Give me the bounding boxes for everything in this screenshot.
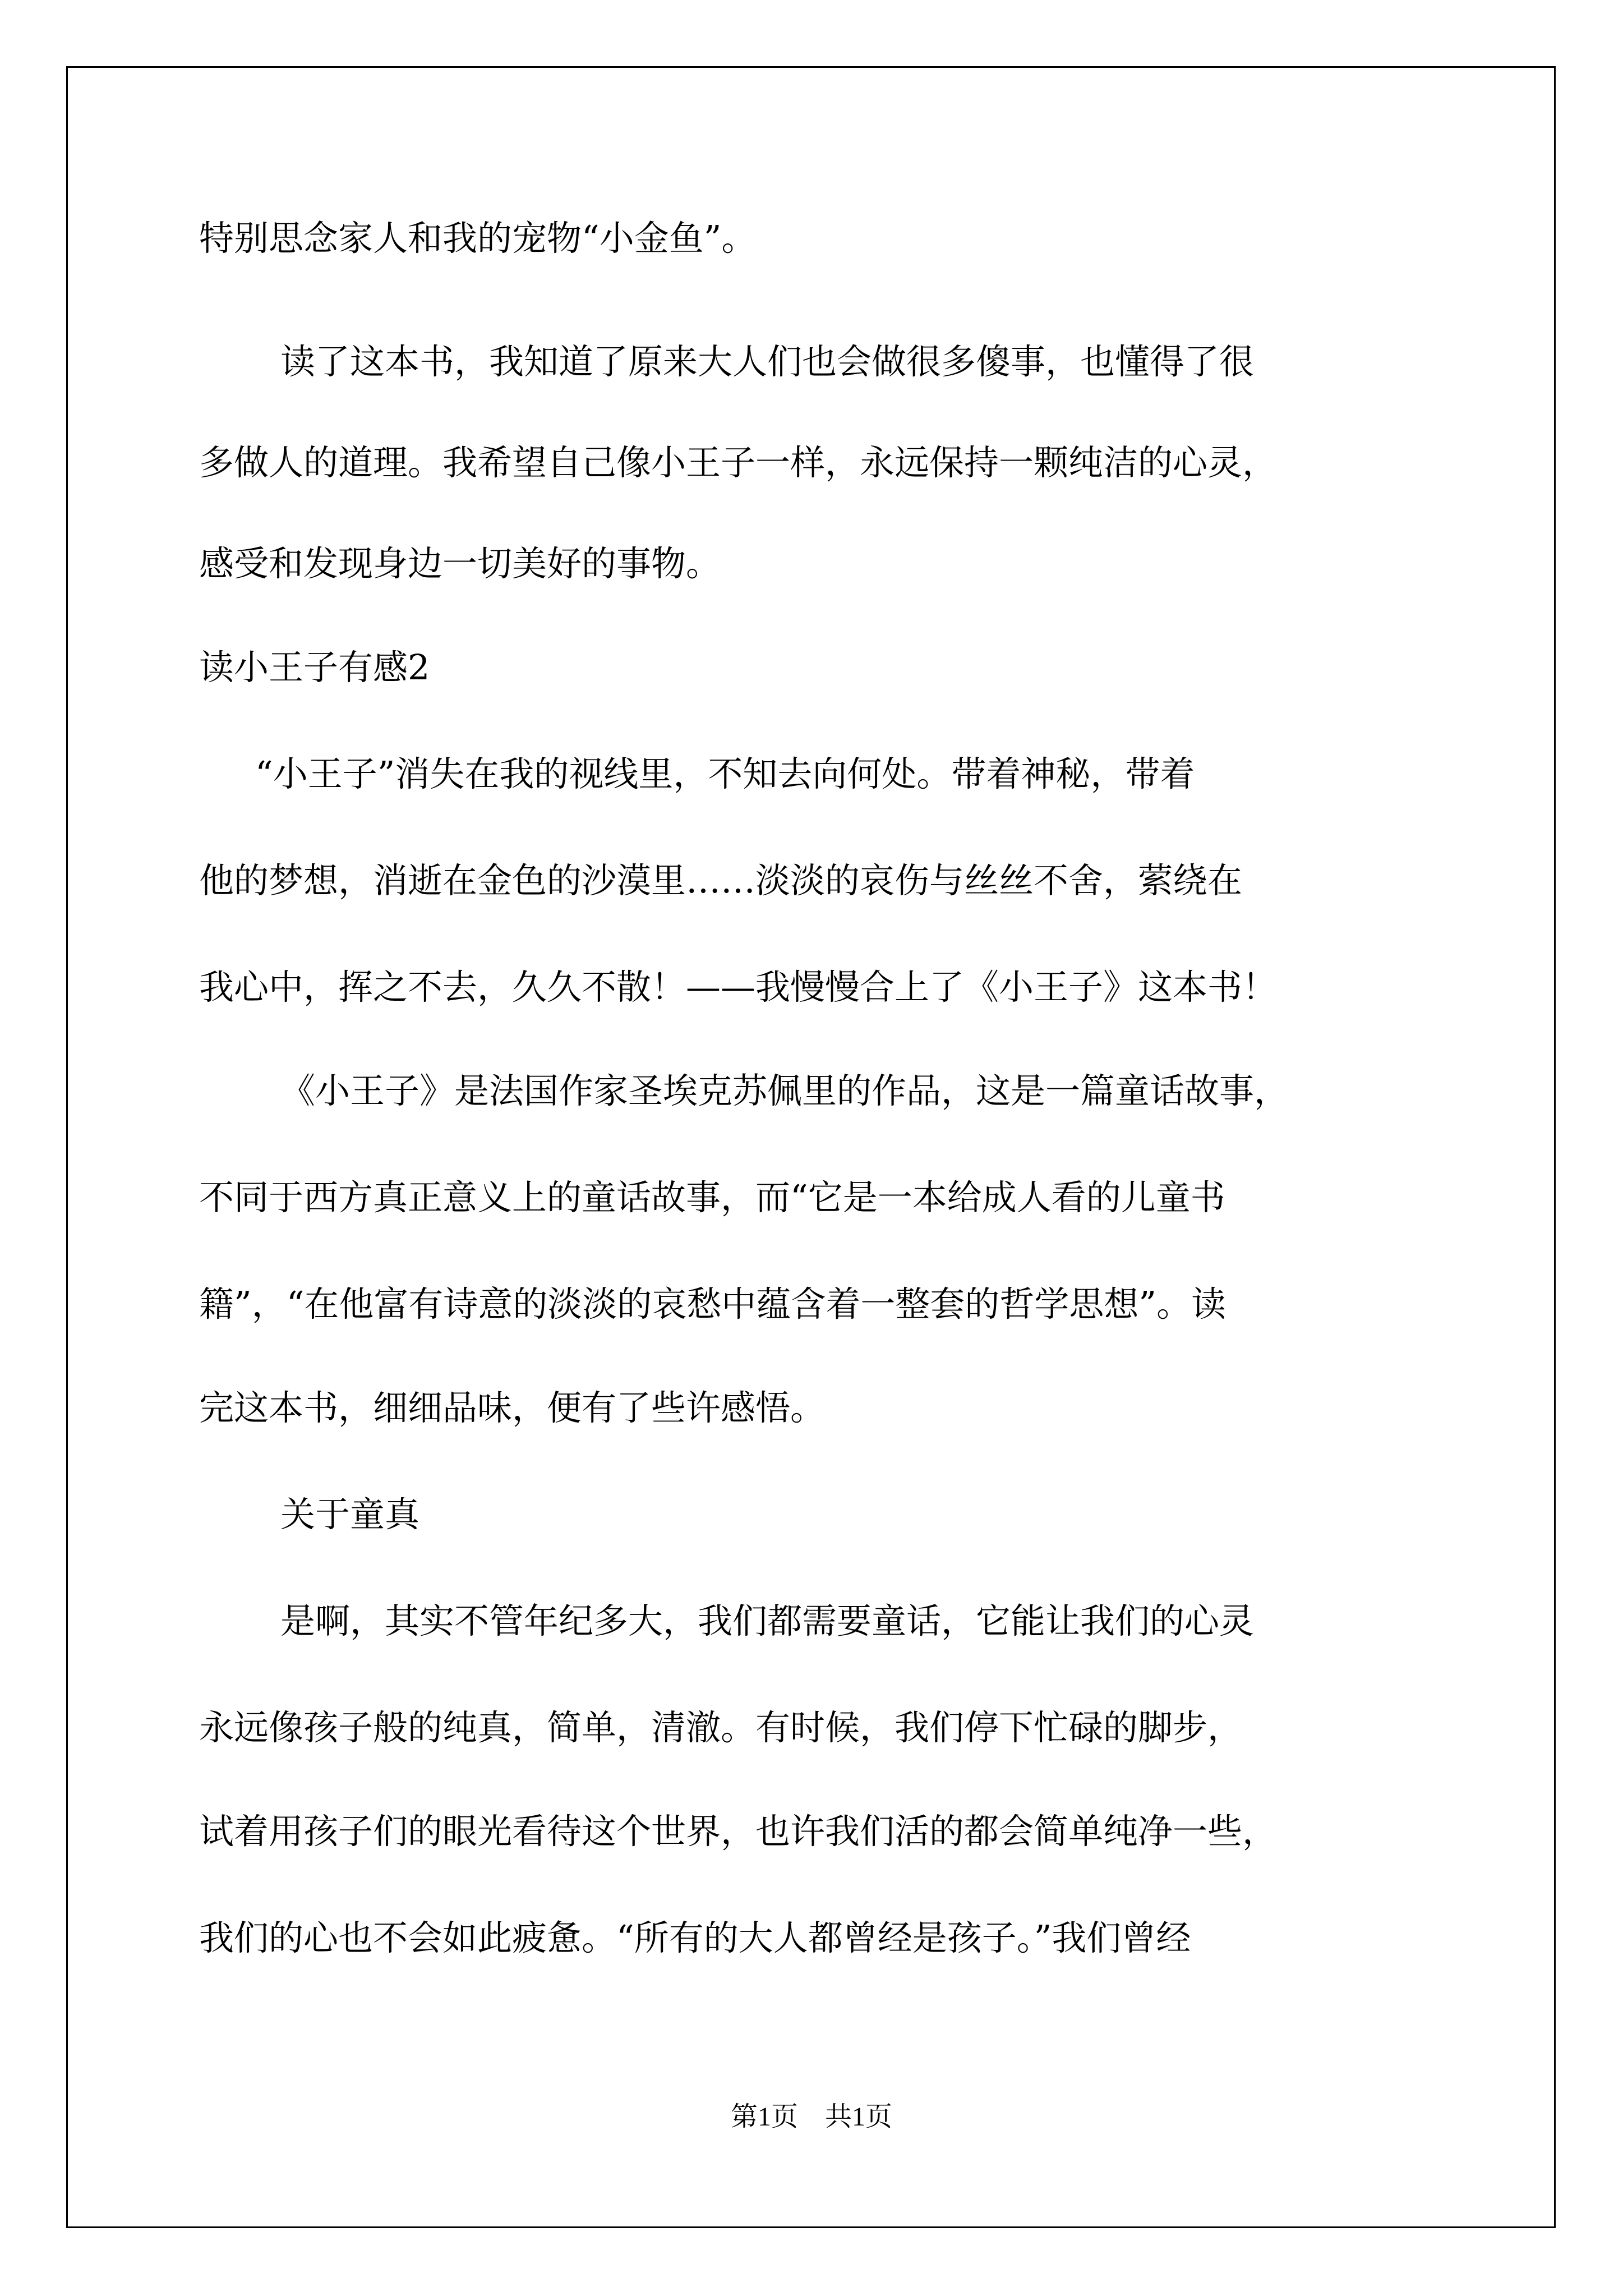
body-text-line: 感受和发现身边一切美好的事物。 <box>199 543 721 584</box>
page-border <box>66 66 1556 2228</box>
paragraph-first-line: 《小王子》是法国作家圣埃克苏佩里的作品，这是一篇童话故事， <box>280 1070 1289 1111</box>
section-heading: 读小王子有感2 <box>199 647 430 688</box>
body-text-line: 籍”，“在他富有诗意的淡淡的哀愁中蕴含着一整套的哲学思想”。读 <box>199 1283 1227 1324</box>
body-text-line: 他的梦想，消逝在金色的沙漠里……淡淡的哀伤与丝丝不舍，萦绕在 <box>199 860 1243 901</box>
paragraph-first-line: 是啊，其实不管年纪多大，我们都需要童话，它能让我们的心灵 <box>280 1600 1255 1641</box>
subheading: 关于童真 <box>280 1494 420 1535</box>
paragraph-first-line: “小王子”消失在我的视线里，不知去向何处。带着神秘，带着 <box>255 753 1195 794</box>
body-text-line: 我们的心也不会如此疲惫。“所有的大人都曾经是孩子。”我们曾经 <box>199 1917 1191 1958</box>
body-text-line: 试着用孩子们的眼光看待这个世界，也许我们活的都会简单纯净一些， <box>199 1811 1278 1852</box>
body-text-line: 多做人的道理。我希望自己像小王子一样，永远保持一颗纯洁的心灵， <box>199 442 1278 483</box>
body-text-line: 不同于西方真正意义上的童话故事，而“它是一本给成人看的儿童书 <box>199 1177 1225 1218</box>
body-text-line: 完这本书，细细品味，便有了些许感悟。 <box>199 1387 826 1428</box>
body-text-line: 永远像孩子般的纯真，简单，清澈。有时候，我们停下忙碌的脚步， <box>199 1707 1243 1748</box>
page-number-footer: 第1页 共1页 <box>730 2102 892 2132</box>
paragraph-first-line: 读了这本书，我知道了原来大人们也会做很多傻事，也懂得了很 <box>280 341 1255 382</box>
body-text-line: 特别思念家人和我的宠物“小金鱼”。 <box>199 218 757 259</box>
body-text-line: 我心中，挥之不去，久久不散！——我慢慢合上了《小王子》这本书！ <box>199 967 1278 1007</box>
